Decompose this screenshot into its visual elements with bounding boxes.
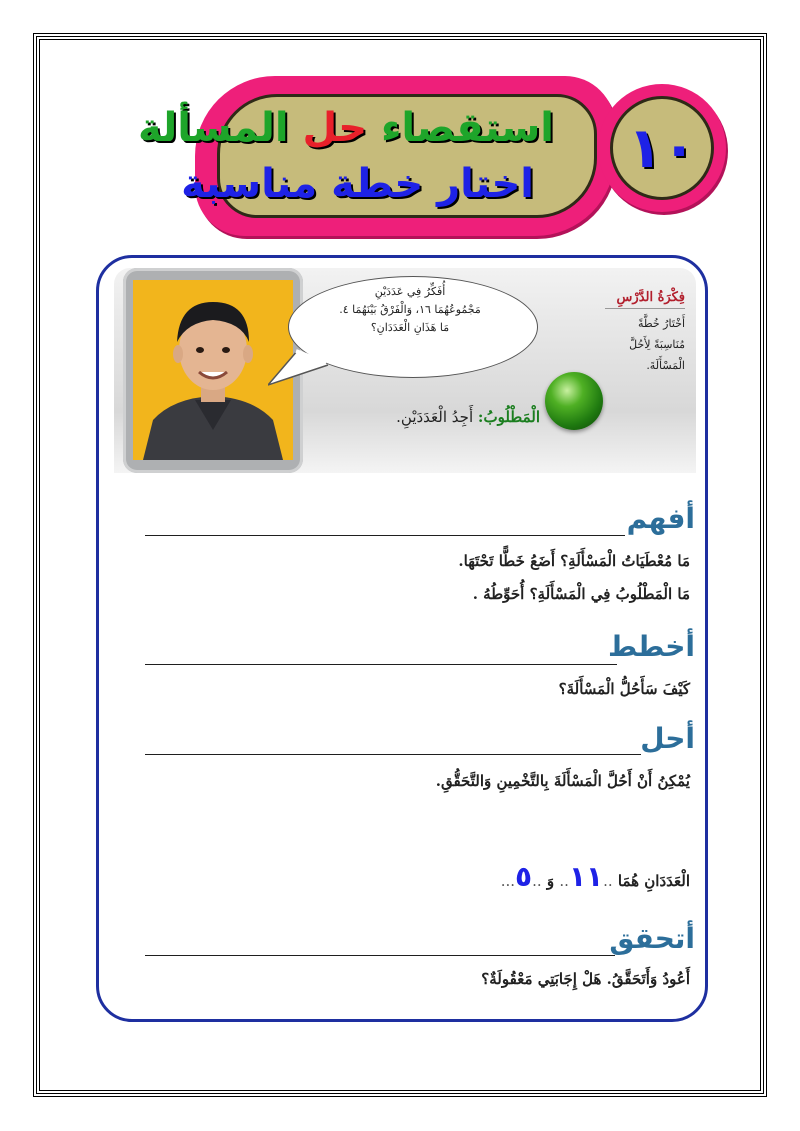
speech-bubble-tail [268,345,338,390]
title-line-1 [138,105,554,151]
plan-line: كَيْفَ سَأَحُلُّ الْمَسْأَلَةَ؟ [558,680,690,698]
title-word-2: حل [302,105,368,151]
answer-and: وَ [546,872,555,890]
answer-blank: .. [532,872,542,890]
banner-inner [138,94,597,218]
lesson-number-badge [598,84,726,212]
heading-rule [145,955,615,956]
title-word-1: استقصاء [380,105,554,151]
answer-first-number: ١١ [568,860,604,893]
understand-line: مَا مُعْطَيَاتُ الْمَسْأَلَةِ؟ أَضَعُ خَطًّا تَحْتَهَا. [458,552,690,570]
idea-line: مُنَاسِبَةً لِأَحُلَّ [629,338,685,351]
heading-solve: أحل [640,722,695,755]
answer-line [501,860,690,893]
idea-line: أَخْتَارُ خُطَّةً [637,317,685,330]
required-label: الْمَطْلُوبُ: [477,408,540,426]
speech-line: مَا هَذَانِ الْعَدَدَانِ؟ [370,321,450,334]
lesson-number-inner [610,96,714,200]
lesson-number: ١٠ [627,115,697,181]
understand-line: مَا الْمَطْلُوبُ فِي الْمَسْأَلَةِ؟ أُحَوِّطُهُ . [472,585,690,603]
speech-line: مَجْمُوعُهُمَا ١٦، وَالْفَرْقُ بَيْنَهُمَا ٤. [339,303,481,316]
lesson-idea [605,290,685,420]
title-banner [138,76,615,236]
check-line: أَعُودُ وَأَتَحَقَّقُ. هَلْ إِجَابَتِي مَعْقُولَةٌ؟ [481,970,690,988]
title-word-3: المسألة [138,105,289,151]
heading-rule [145,754,641,755]
heading-understand: أفهم [626,502,695,535]
lesson-idea-title: فِكْرَةُ الدَّرْسِ [605,290,685,309]
answer-blank: ... [500,872,516,890]
heading-rule [145,664,617,665]
solve-line: يُمْكِنُ أَنْ أَحُلَّ الْمَسْأَلَةَ بِالتَّخْمِينِ وَالتَّحَقُّقِ. [435,772,690,790]
heading-check: أتحقق [609,922,695,955]
idea-line: الْمَسْأَلَةَ. [646,359,685,372]
required-text: أَجِدُ الْعَدَدَيْنِ. [396,408,474,426]
green-sphere-icon [545,372,603,430]
required-statement [360,408,540,426]
speech-text [295,283,525,337]
answer-blank: .. [559,872,569,890]
title-line-2: اختار خطة مناسبة [181,161,534,207]
answer-prefix: الْعَدَدَانِ هُمَا [617,872,690,890]
heading-plan: أخطط [607,630,695,663]
speech-line: أُفَكِّرُ فِي عَدَدَيْنِ [374,285,446,298]
heading-rule [145,535,625,536]
answer-blank: .. [603,872,613,890]
answer-second-number: ٥ [515,860,533,893]
lesson-idea-body [605,313,685,376]
